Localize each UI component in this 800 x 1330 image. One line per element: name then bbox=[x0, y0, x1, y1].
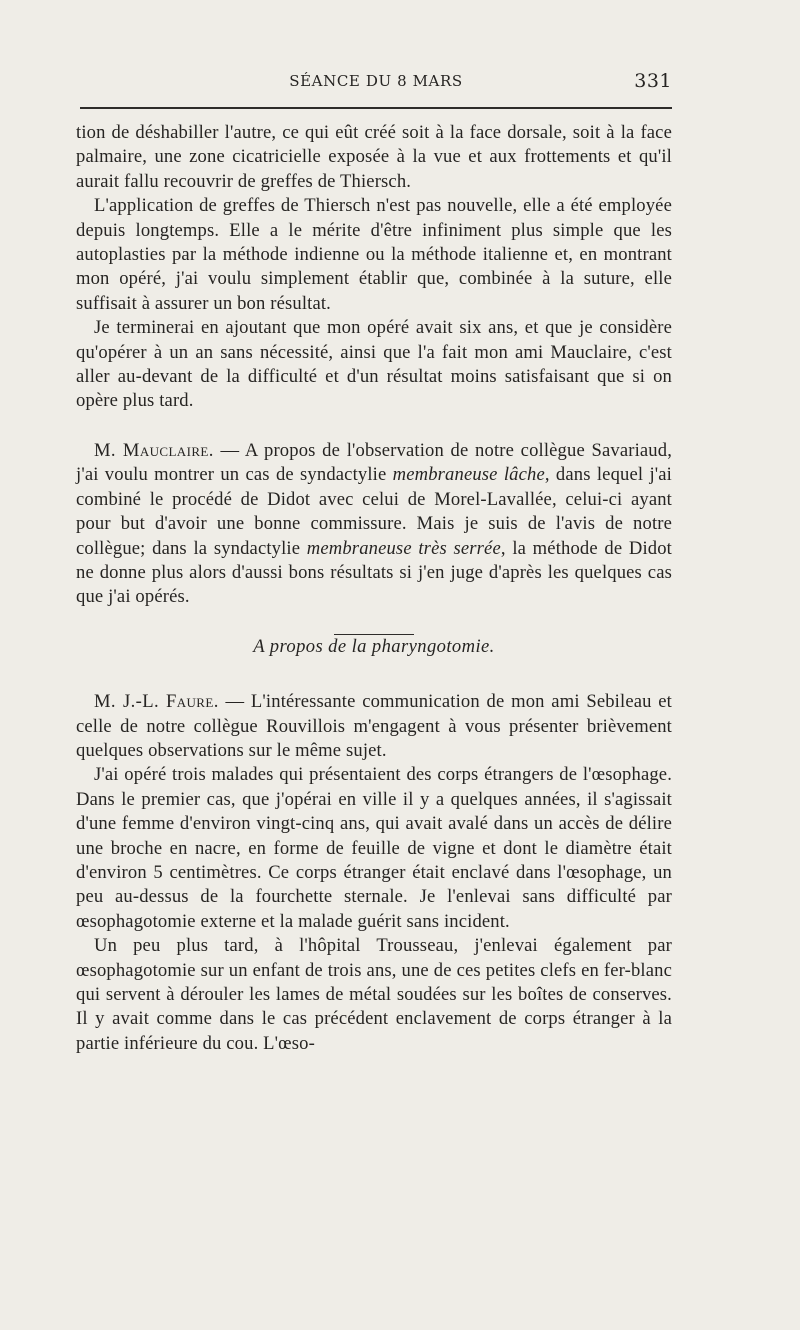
paragraph-text: — L'intéressante communication de mon ami Sebileau et celle de notre collègue Rouvillois m'engagent à vous présenter brièvement quelques observations sur le même sujet. bbox=[76, 691, 672, 761]
paragraph-text: , la méthode de Didot ne donne plus alors d'aussi bons résultats si j'en juge d'après les quelques cas que j'ai opérés. bbox=[76, 537, 672, 608]
section-title: A propos de la pharyngotomie. bbox=[253, 635, 495, 657]
page-number: 331 bbox=[634, 70, 672, 92]
paragraph-gap bbox=[76, 659, 672, 690]
paragraph-faure bbox=[76, 690, 672, 763]
paragraph-conclusion: Je terminerai en ajoutant que mon opéré avait six ans, et que je considère qu'opérer à un an sans nécessité, ainsi que l'a fait mon ami Mauclaire, c'est aller au-devant de la difficulté et d'un résultat moins satisfaisant que si on opère plus tard. bbox=[76, 317, 672, 412]
running-title: SÉANCE DU 8 MARS bbox=[289, 72, 463, 90]
paragraph-second-case: Un peu plus tard, à l'hôpital Trousseau, j'enlevai également par œsophagotomie sur un enfant de trois ans, une de ces petites clefs en fer-blanc qui servent à dérouler les lames de métal soudées sur les boîtes de conserves. Il y avait comme dans le cas précédent enclavement de corps étranger à la partie inférieure du cou. L'œso- bbox=[76, 935, 672, 1054]
speaker-name: M. J.-L. Faure. bbox=[94, 691, 219, 713]
paragraph-text: — A propos de l'observation de notre collègue Savariaud, j'ai voulu montrer un cas de syndactylie bbox=[76, 439, 672, 486]
paragraph-mauclaire bbox=[76, 439, 672, 610]
header-rule bbox=[80, 107, 672, 109]
paragraph-continuation: tion de déshabiller l'autre, ce qui eût créé soit à la face dorsale, soit à la face palmaire, une zone cicatricielle exposée à la vue et aux frottements et qu'il aurait fallu recouvrir de greffes de Thiersch. bbox=[76, 122, 672, 192]
paragraph-gap bbox=[76, 414, 672, 439]
paragraph-first-case: J'ai opéré trois malades qui présentaient des corps étrangers de l'œsophage. Dans le premier cas, que j'opérai en ville il y a quelques années, il s'agissait d'une femme d'environ vingt-cinq ans, qui avait avalé dans un accès de délire une broche en nacre, en forme de feuille de vigne et dont le diamètre était d'environ 5 centimètres. Ce corps étranger était enclavé dans l'œsophage, un peu au-dessus de la fourchette sternale. Je l'enlevai sans difficulté par œsophagotomie externe et la malade guérit sans incident. bbox=[76, 764, 672, 932]
italic-term: membraneuse lâche bbox=[392, 464, 545, 486]
italic-term: membraneuse très serrée bbox=[306, 537, 501, 559]
paragraph-text: , dans lequel j'ai combiné le procédé de Didot avec celui de Morel-Lavallée, celui-ci ayant pour but d'avoir une bonne commissure. Mais je suis de l'avis de notre collègue; dans la syndactylie bbox=[76, 464, 672, 559]
paragraph-thiersch-grafts: L'application de greffes de Thiersch n'est pas nouvelle, elle a été employée depuis longtemps. Elle a le mérite d'être infiniment plus simple que les autoplasties par la méthode indienne ou la méthode italienne et, en montrant mon opéré, j'ai voulu simplement établir que, combinée à la suture, elle suffisait à assurer un bon résultat. bbox=[76, 195, 672, 314]
page-header bbox=[80, 72, 672, 98]
body-text bbox=[76, 121, 672, 1056]
speaker-name: M. Mauclaire. bbox=[94, 439, 214, 461]
